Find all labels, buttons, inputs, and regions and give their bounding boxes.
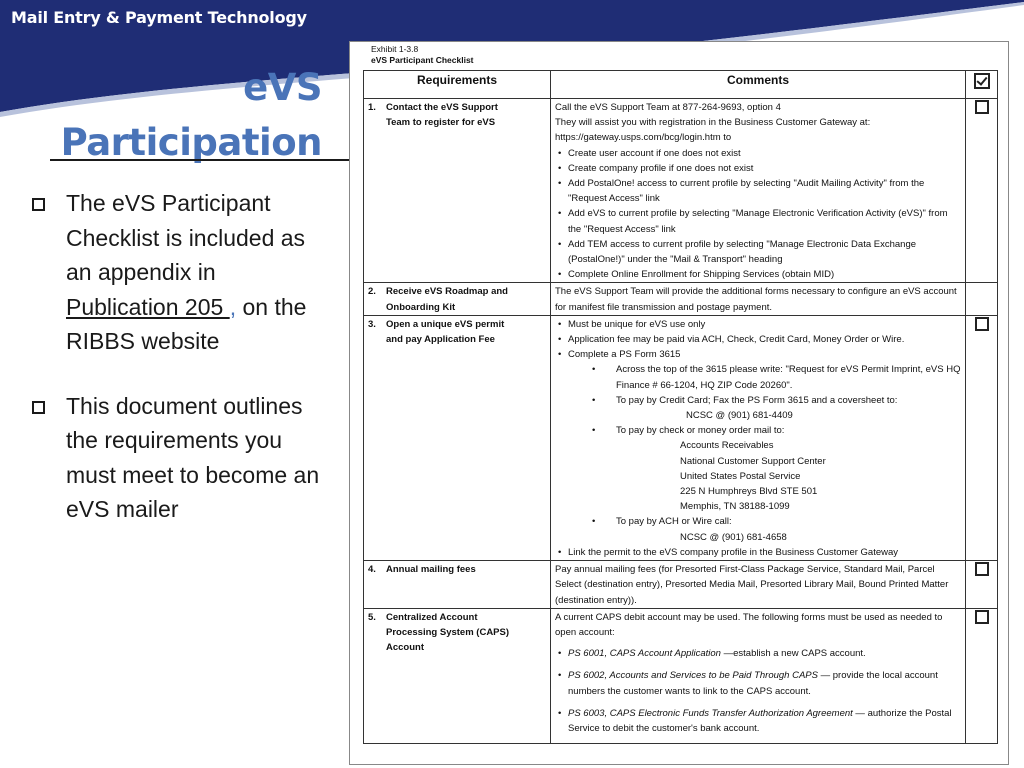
- list-item: • PS 6003, CAPS Electronic Funds Transfer Authorization Agreement — authorize the Postal Service to debit the customer's bank account.: [555, 706, 961, 736]
- square-bullet-icon: [32, 198, 45, 211]
- checklist-table: [363, 70, 998, 744]
- col-requirements: Requirements: [364, 71, 551, 99]
- list-item: • Link the permit to the eVS company profile in the Business Customer Gateway: [555, 545, 961, 560]
- checkbox-cell: [966, 608, 998, 743]
- comment-cell: Call the eVS Support Team at 877-264-9693, option 4 They will assist you with registration in the Business Customer Gateway at: https://gateway.usps.com/bcg/login.htm to • Create user account if one does not exist • Create company profile if one does not exist • Add PostalOne! access to current profile by selecting "Audit Mailing Activity" from the "Request Access" link • Add eVS to current profile by selecting "Manage Electronic Verification Activity (eVS)" from the "Request Access" link • Add TEM access to current profile by selecting "Manage Electronic Data Exchange (PostalOne!)" under the "Mail & Transport" heading • Complete Online Enrollment for Shipping Services (obtain MID): [551, 99, 966, 283]
- checkbox-cell: [966, 315, 998, 560]
- publication-205-link[interactable]: Publication 205: [66, 293, 230, 320]
- col-check: [966, 71, 998, 99]
- comment-cell: [551, 315, 966, 560]
- bullet1-text: The eVS Participant Checklist is included as an appendix in: [66, 190, 306, 285]
- comment-cell: A current CAPS debit account may be used. The following forms must be used as needed to open account: • PS 6001, CAPS Account Application —establish a new CAPS account. • PS 6002, Accounts and Services to be Paid Through CAPS — provide the local account numbers the customer wants to link to the CAPS account. • PS 6003, CAPS Electronic Funds Transfer Authorization Agreement — authorize the Postal Service to debit the customer's bank account.: [551, 608, 966, 743]
- sub-list-item: • Across the top of the 3615 please write: "Request for eVS Permit Imprint, eVS HQ Finance # 66-1204, HQ ZIP Code 20260".: [568, 362, 961, 392]
- requirement-cell: 1. Contact the eVS Support Team to register for eVS: [364, 99, 551, 283]
- checkbox-icon[interactable]: [975, 100, 989, 114]
- checked-box-icon: [974, 73, 990, 89]
- list-item: • Complete a PS Form 3615 • Across the top of the 3615 please write: "Request for eVS Permit Imprint, eVS HQ Finance # 66-1204, HQ ZIP Code 20260". • To pay by Credit Card; Fax the PS Form 3615 and a coversheet to: NCSC @ (901) 681-4409 • To pay by check or money order mail to: Accounts Receivables National Customer Support Center United States Postal Service 225 N Humphreys Blvd STE 501 Memphis, TN 38188-1099 • To pay by ACH or Wire call: NCSC @ (901) 681-4658: [555, 347, 961, 545]
- sub-list-item: • To pay by check or money order mail to: Accounts Receivables National Customer Support Center United States Postal Service 225 N Humphreys Blvd STE 501 Memphis, TN 38188-1099: [568, 423, 961, 514]
- col-comments: Comments: [551, 71, 966, 99]
- slide-title: [2, 60, 322, 170]
- list-item: • Application fee may be paid via ACH, Check, Credit Card, Money Order or Wire.: [555, 332, 961, 347]
- table-row: [364, 561, 998, 609]
- bullet1-comma: ,: [229, 293, 237, 320]
- checkbox-icon[interactable]: [975, 317, 989, 331]
- list-item: • Create company profile if one does not exist: [555, 161, 961, 176]
- list-item: • Must be unique for eVS use only: [555, 317, 961, 332]
- bullet1-text-end: on the RIBBS website: [66, 293, 307, 354]
- square-bullet-icon: [32, 401, 45, 414]
- exhibit-header: [371, 44, 474, 66]
- list-item: • PS 6001, CAPS Account Application —establish a new CAPS account.: [555, 646, 961, 661]
- list-item: • PS 6002, Accounts and Services to be Paid Through CAPS — provide the local account numbers the customer wants to link to the CAPS account.: [555, 668, 961, 698]
- table-row: [364, 283, 998, 315]
- list-item: • Complete Online Enrollment for Shipping Services (obtain MID): [555, 267, 961, 282]
- requirement-cell: 4. Annual mailing fees: [364, 561, 551, 609]
- checkbox-cell: [966, 283, 998, 315]
- table-row: [364, 608, 998, 743]
- comment-cell: Pay annual mailing fees (for Presorted First-Class Package Service, Standard Mail, Parcel Select (destination entry), Presorted Media Mail, Presorted Library Mail, Bound Printed Matter (destination entry)).: [551, 561, 966, 609]
- table-header-row: [364, 71, 998, 99]
- requirement-cell: 3. Open a unique eVS permit and pay Application Fee: [364, 315, 551, 560]
- sub-list-item: • To pay by ACH or Wire call: NCSC @ (901) 681-4658: [568, 514, 961, 544]
- exhibit-title: eVS Participant Checklist: [371, 55, 474, 65]
- slide-title-line1: eVS: [243, 66, 322, 109]
- list-item: • Add TEM access to current profile by selecting "Manage Electronic Data Exchange (PostalOne!)" under the "Mail & Transport" heading: [555, 237, 961, 267]
- comment-cell: The eVS Support Team will provide the additional forms necessary to configure an eVS account for manifest file transmission and postage payment.: [551, 283, 966, 315]
- table-row: [364, 315, 998, 560]
- sub-list-item: • To pay by Credit Card; Fax the PS Form 3615 and a coversheet to: NCSC @ (901) 681-4409: [568, 393, 961, 423]
- bullet-item: [30, 389, 330, 527]
- requirement-cell: 2. Receive eVS Roadmap and Onboarding Kit: [364, 283, 551, 315]
- checklist-document: [349, 41, 1009, 765]
- checkbox-cell: [966, 99, 998, 283]
- bullet2-text: This document outlines the requirements you must meet to become an eVS mailer: [66, 392, 320, 522]
- requirement-cell: 5. Centralized Account Processing System (CAPS) Account: [364, 608, 551, 743]
- banner-title: Mail Entry & Payment Technology: [11, 8, 307, 27]
- title-underline: [50, 159, 350, 161]
- list-item: • Add eVS to current profile by selecting "Manage Electronic Verification Activity (eVS)" from the "Request Access" link: [555, 206, 961, 236]
- checkbox-icon[interactable]: [975, 562, 989, 576]
- bullet-list: [30, 186, 330, 557]
- slide-title-line2: Participation: [60, 121, 322, 164]
- checkbox-icon[interactable]: [975, 610, 989, 624]
- table-row: [364, 99, 998, 283]
- list-item: • Add PostalOne! access to current profile by selecting "Audit Mailing Activity" from the "Request Access" link: [555, 176, 961, 206]
- list-item: • Create user account if one does not exist: [555, 146, 961, 161]
- bullet-item: [30, 186, 330, 359]
- checkbox-cell: [966, 561, 998, 609]
- exhibit-label: Exhibit 1-3.8: [371, 44, 419, 54]
